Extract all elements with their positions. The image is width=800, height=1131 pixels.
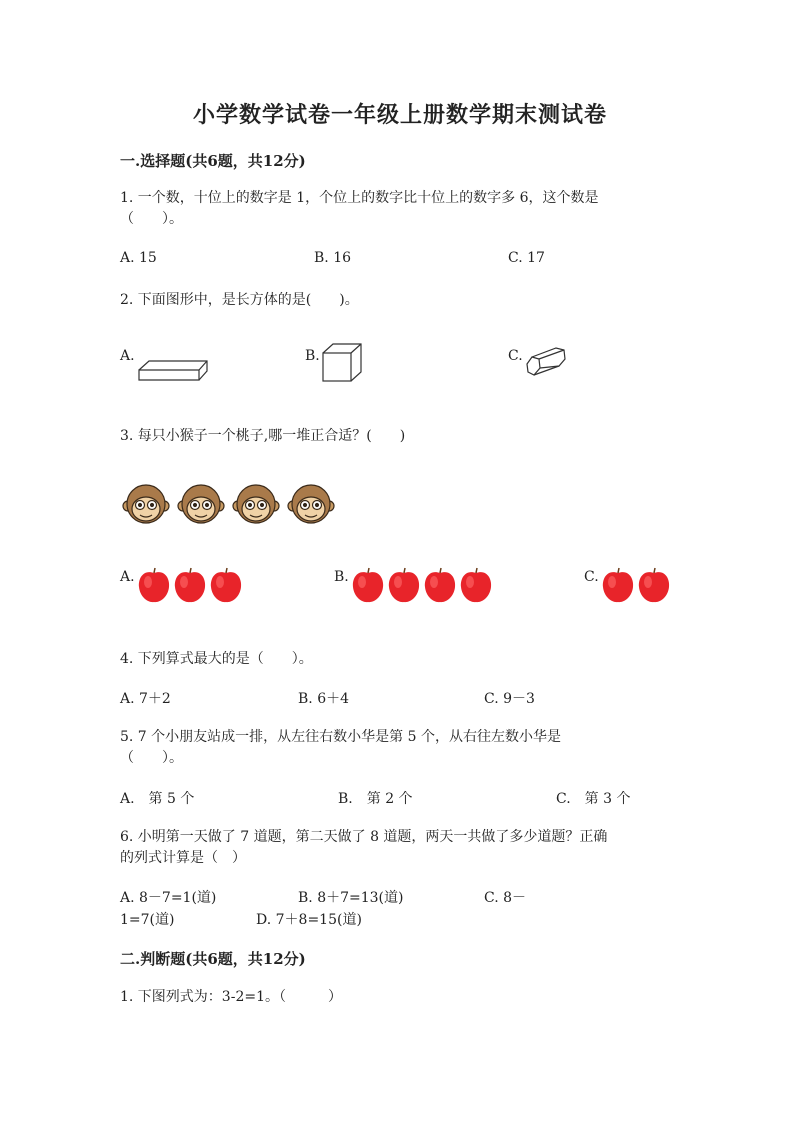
- peach-icon: [137, 567, 171, 605]
- question-2-option-c: C.: [508, 348, 523, 364]
- question-6-option-c-cont: 1=7(道): [120, 912, 175, 928]
- question-5-option-a: A. 第 5 个: [120, 791, 195, 807]
- peach-group-a: [137, 567, 245, 605]
- peach-group-b: [351, 567, 495, 605]
- question-1-option-c: C. 17: [508, 250, 545, 266]
- peach-icon: [173, 567, 207, 605]
- cube-figure: [320, 342, 364, 384]
- peach-icon: [423, 567, 457, 605]
- peach-icon: [387, 567, 421, 605]
- section-heading-choice: 一.选择题(共6题，共12分): [120, 152, 306, 170]
- page-title: 小学数学试卷一年级上册数学期末测试卷: [192, 102, 607, 128]
- question-1-option-a: A. 15: [120, 250, 157, 266]
- question-3-option-b: B.: [334, 569, 349, 585]
- question-6-option-c: C. 8－: [484, 890, 527, 906]
- question-6-text: 6. 小明第一天做了 7 道题，第二天做了 8 道题，两天一共做了多少道题？正确: [120, 829, 608, 845]
- peach-icon: [351, 567, 385, 605]
- question-2-option-b: B.: [305, 348, 320, 364]
- question-6-option-d: D. 7＋8=15(道): [256, 912, 362, 928]
- question-4-option-a: A. 7＋2: [120, 691, 171, 707]
- question-6-option-b: B. 8＋7=13(道): [298, 890, 404, 906]
- question-5-text: 5. 7 个小朋友站成一排，从左往右数小华是第 5 个，从右往左数小华是: [120, 729, 561, 745]
- question-3-option-a: A.: [120, 569, 135, 585]
- monkey-icon: [177, 482, 225, 526]
- section-heading-judgment: 二.判断题(共6题，共12分): [120, 950, 306, 968]
- question-2-option-a: A.: [120, 348, 135, 364]
- question-1-option-b: B. 16: [314, 250, 352, 266]
- question-5-option-b: B. 第 2 个: [338, 791, 413, 807]
- question-5-option-c: C. 第 3 个: [556, 791, 631, 807]
- question-4-option-b: B. 6＋4: [298, 691, 350, 707]
- monkey-icon: [232, 482, 280, 526]
- peach-icon: [637, 567, 671, 605]
- question-4-option-c: C. 9－3: [484, 691, 535, 707]
- peach-group-c: [601, 567, 673, 605]
- peach-icon: [209, 567, 243, 605]
- question-6-text-cont: 的列式计算是（ ）: [120, 850, 246, 866]
- question-1-text-cont: （ ）。: [120, 211, 183, 227]
- question-3-text: 3. 每只小猴子一个桃子,哪一堆正合适？( ): [120, 428, 406, 444]
- peach-icon: [459, 567, 493, 605]
- question-6-option-a: A. 8－7=1(道): [120, 890, 217, 906]
- monkey-icon: [287, 482, 335, 526]
- question-4-text: 4. 下列算式最大的是（ ）。: [120, 651, 313, 667]
- judgment-question-1-text: 1. 下图列式为：3-2=1。（ ）: [120, 989, 342, 1005]
- peach-icon: [601, 567, 635, 605]
- monkey-icon: [122, 482, 170, 526]
- hexagonal-prism-figure: [524, 346, 572, 378]
- cuboid-figure: [137, 358, 209, 384]
- question-3-option-c: C.: [584, 569, 599, 585]
- question-2-text: 2. 下面图形中，是长方体的是( )。: [120, 292, 359, 308]
- question-1-text: 1. 一个数，十位上的数字是 1，个位上的数字比十位上的数字多 6，这个数是: [120, 190, 599, 206]
- question-5-text-cont: （ ）。: [120, 750, 183, 766]
